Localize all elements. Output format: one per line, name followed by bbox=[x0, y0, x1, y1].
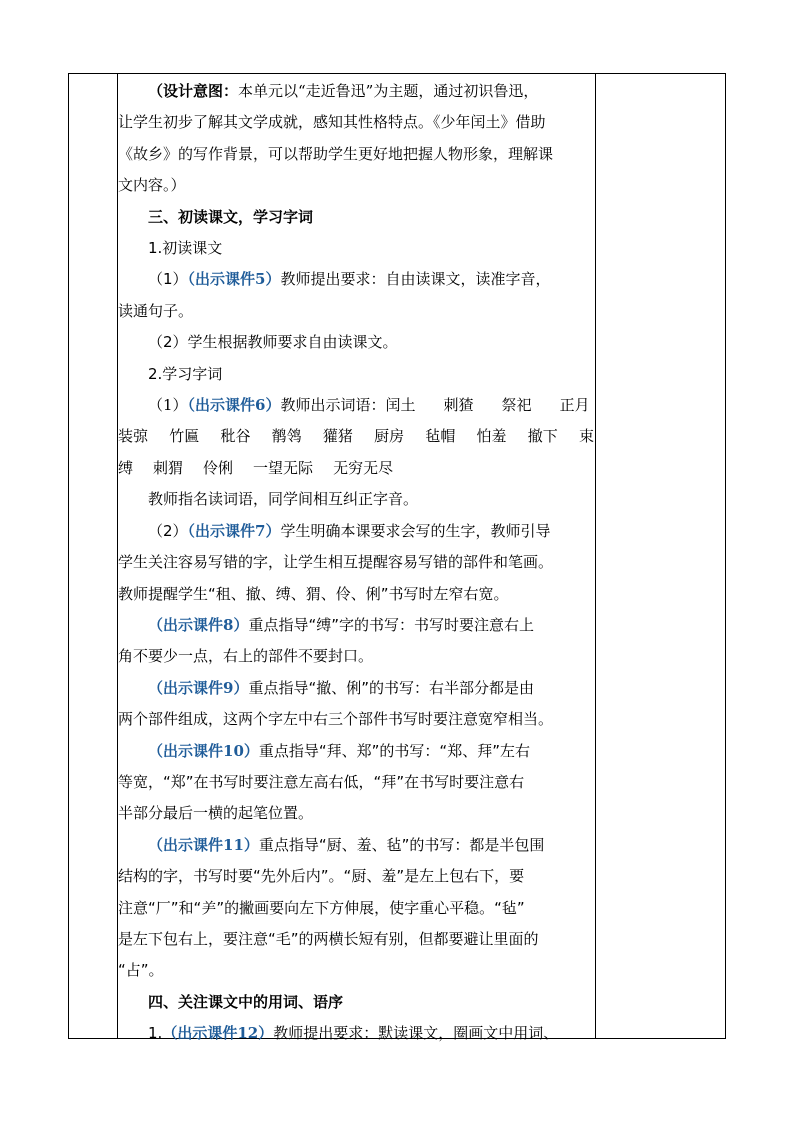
vocab-word: 獾猪 bbox=[322, 427, 353, 446]
vocabulary-list bbox=[118, 421, 594, 484]
design-intent-line: 文内容。） bbox=[118, 176, 186, 195]
table-column-divider-right bbox=[595, 73, 596, 1039]
vocab-word: 毡帽 bbox=[425, 427, 456, 446]
design-intent-line: （设计意图：本单元以“走近鲁迅”为主题，通过初识鲁迅， bbox=[148, 82, 539, 100]
paragraph-item: （出示课件8）重点指导“缚”字的书写：书写时要注意右上 bbox=[148, 615, 534, 634]
courseware-tag: （出示课件11） bbox=[148, 835, 259, 854]
vocab-word: 刺猬 bbox=[153, 458, 184, 477]
vocab-word: 祭祀 bbox=[501, 396, 532, 415]
paragraph-item: （出示课件11）重点指导“厨、羞、毡”的书写：都是半包围 bbox=[148, 835, 545, 854]
courseware-tag: （出示课件8） bbox=[148, 615, 249, 634]
paragraph-item: （出示课件9）重点指导“撤、俐”的书写：右半部分都是由 bbox=[148, 678, 534, 697]
vocab-word: 正月 bbox=[559, 396, 590, 415]
subheading-first-reading: 1.初读课文 bbox=[148, 239, 223, 258]
courseware-tag: （出示课件10） bbox=[148, 741, 259, 760]
vocab-word: 厨房 bbox=[374, 427, 405, 446]
vocab-word: 束 bbox=[578, 427, 594, 446]
paragraph-item: （2）学生根据教师要求自由读课文。 bbox=[148, 333, 398, 352]
paragraph-line: 半部分最后一横的起笔位置。 bbox=[118, 804, 314, 823]
courseware-tag: （出示课件12） bbox=[162, 1024, 274, 1043]
section-heading-3: 三、初读课文，学习字词 bbox=[148, 207, 314, 226]
vocab-word: 秕谷 bbox=[220, 427, 251, 446]
section-heading-4: 四、关注课文中的用词、语序 bbox=[148, 992, 344, 1011]
vocab-word: 装弶 bbox=[118, 427, 149, 446]
paragraph-item: 教师指名读词语，同学间相互纠正字音。 bbox=[148, 490, 419, 509]
vocab-word: 一望无际 bbox=[253, 458, 314, 477]
vocab-word: 怕羞 bbox=[476, 427, 507, 446]
paragraph-line: 等宽，“郑”在书写时要注意左高右低，“拜”在书写时要注意右 bbox=[118, 772, 525, 791]
vocab-row bbox=[118, 453, 594, 484]
vocab-word: 竹匾 bbox=[169, 427, 200, 446]
vocabulary-intro: （1）（出示课件6）教师出示词语：闰土 刺猹 祭祀 正月 bbox=[148, 396, 590, 415]
vocab-word: 伶俐 bbox=[203, 458, 234, 477]
vocab-word: 无穷无尽 bbox=[333, 458, 394, 477]
vocab-row bbox=[118, 421, 594, 452]
paragraph-line: “占”。 bbox=[118, 961, 164, 980]
paragraph-line: 读通句子。 bbox=[118, 301, 194, 320]
vocab-word: 刺猹 bbox=[443, 396, 474, 415]
subheading-vocabulary: 2.学习字词 bbox=[148, 364, 223, 383]
vocab-word: 缚 bbox=[118, 458, 134, 477]
courseware-tag: （出示课件6） bbox=[187, 396, 281, 415]
paragraph-item: （2）（出示课件7）学生明确本课要求会写的生字，教师引导 bbox=[148, 521, 551, 540]
paragraph-line: 角不要少一点，右上的部件不要封口。 bbox=[118, 647, 374, 666]
paragraph-line: 注意“厂”和“⺶”的撇画要向左下方伸展，使字重心平稳。“毡” bbox=[118, 898, 525, 917]
paragraph-line: 学生关注容易写错的字，让学生相互提醒容易写错的部件和笔画。 bbox=[118, 553, 554, 572]
paragraph-line: 结构的字，书写时要“先外后内”。“厨、羞”是左上包右下，要 bbox=[118, 867, 525, 886]
paragraph-item: （出示课件10）重点指导“拜、郑”的书写：“郑、拜”左右 bbox=[148, 741, 530, 760]
paragraph-item: 1.（出示课件12）教师提出要求：默读课文，圈画文中用词、 bbox=[148, 1024, 559, 1043]
design-intent-line: 让学生初步了解其文学成就，感知其性格特点。《少年闰土》借助 bbox=[118, 113, 546, 132]
courseware-tag: （出示课件5） bbox=[187, 270, 281, 289]
lesson-content bbox=[118, 76, 594, 1050]
paragraph-line: 两个部件组成，这两个字左中右三个部件书写时要注意宽窄相当。 bbox=[118, 710, 554, 729]
courseware-tag: （出示课件7） bbox=[187, 521, 281, 540]
vocab-word: 闰土 bbox=[385, 396, 416, 415]
design-intent-line: 《故乡》的写作背景，可以帮助学生更好地把握人物形象，理解课 bbox=[118, 144, 554, 163]
courseware-tag: （出示课件9） bbox=[148, 678, 249, 697]
vocab-word: 撤下 bbox=[527, 427, 558, 446]
paragraph-line: 教师提醒学生“租、撤、缚、猬、伶、俐”书写时左窄右宽。 bbox=[118, 584, 509, 603]
paragraph-item: （1）（出示课件5）教师提出要求：自由读课文，读准字音， bbox=[148, 270, 551, 289]
vocab-word: 鹡鸰 bbox=[271, 427, 302, 446]
paragraph-line: 是左下包右上，要注意“毛”的两横长短有别，但都要避让里面的 bbox=[118, 929, 539, 948]
design-intent-label: （设计意图： bbox=[148, 82, 239, 100]
